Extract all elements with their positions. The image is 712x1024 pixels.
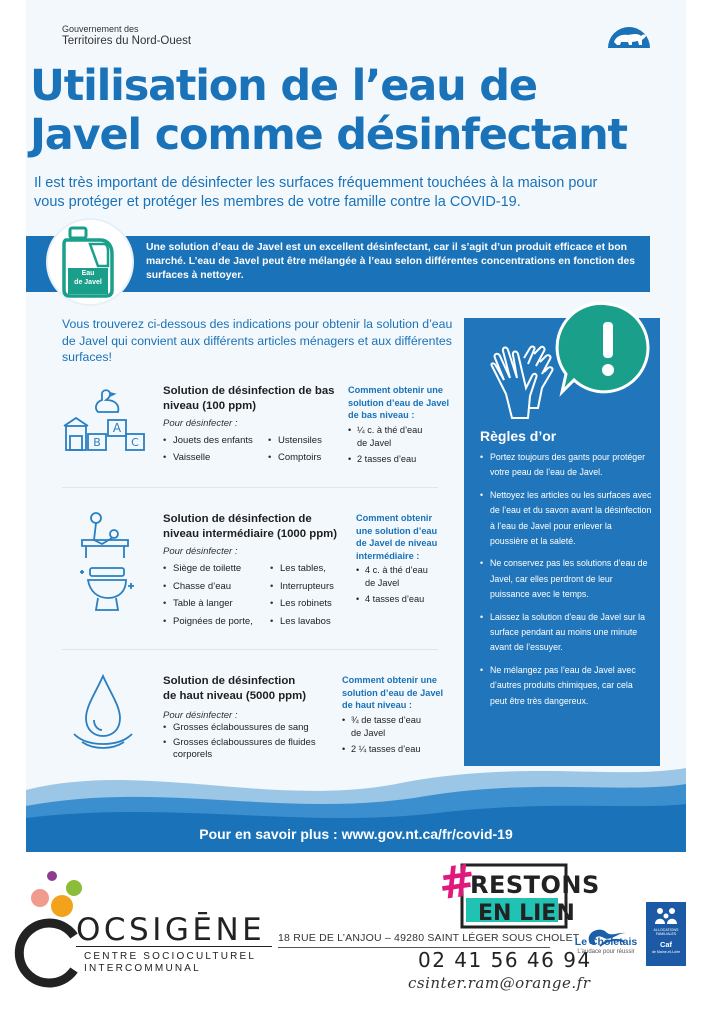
how-title-line: de haut niveau : bbox=[342, 700, 412, 710]
org-name: OCSIGĒNE bbox=[76, 912, 266, 948]
level-high-for: Pour désinfecter : bbox=[163, 710, 238, 721]
gloves-icon bbox=[484, 344, 556, 424]
choletais-name: Le Choletais bbox=[574, 936, 638, 948]
rule-item: • Ne conservez pas les solutions d’eau de Javel, car elles perdront de leur puissance avec le temps. bbox=[480, 556, 652, 602]
level-mid-col1 bbox=[163, 560, 253, 630]
list-item: • Les lavabos bbox=[270, 613, 334, 631]
gov-line-1: Gouvernement des bbox=[62, 24, 139, 34]
level-low-how-title bbox=[348, 384, 449, 422]
level-low-col1 bbox=[163, 432, 253, 466]
level-mid-title bbox=[163, 512, 337, 542]
svg-text:#: # bbox=[435, 854, 479, 911]
level-low-col2 bbox=[268, 432, 322, 466]
email-address[interactable]: csinter.ram@orange.fr bbox=[408, 974, 591, 992]
toys-icon bbox=[62, 386, 152, 456]
page-title bbox=[30, 62, 650, 160]
caf-top-text: ALLOCATIONS FAMILIALES bbox=[653, 928, 679, 937]
level-high-how-title bbox=[342, 674, 443, 712]
svg-text:A: A bbox=[112, 421, 122, 435]
level-mid-how-list bbox=[356, 564, 436, 610]
level-high-title-2: de haut niveau (5000 ppm) bbox=[163, 690, 307, 702]
caf-family-icon bbox=[646, 904, 686, 926]
divider bbox=[62, 487, 438, 488]
gov-line-2: Territoires du Nord-Ouest bbox=[62, 35, 192, 47]
intro-text: Vous trouverez ci-dessous des indications pour obtenir la solution d’eau de Javel qui convient aux différents articles ménagers et aux différentes surfaces! bbox=[62, 317, 453, 364]
how-title-line: Comment obtenir une bbox=[342, 675, 437, 685]
svg-text:B: B bbox=[93, 436, 101, 449]
how-title-line: Comment obtenir bbox=[356, 513, 433, 523]
list-item: • Comptoirs bbox=[268, 449, 322, 466]
rule-item: • Nettoyez les articles ou les surfaces avec de l’eau et du savon avant la désinfection à l’eau de Javel pour enlever la poussière et la saleté. bbox=[480, 488, 652, 550]
restons-en-lien-logo bbox=[430, 854, 600, 930]
how-title-line: solution d’eau de Javel bbox=[348, 397, 450, 408]
bleach-bottle-icon bbox=[60, 226, 120, 298]
level-low-for: Pour désinfecter : bbox=[163, 418, 238, 429]
level-mid-title-2: niveau intermédiaire (1000 ppm) bbox=[163, 528, 338, 540]
how-title-line: de bas niveau : bbox=[348, 410, 415, 420]
how-title-line: une solution d’eau bbox=[356, 525, 438, 536]
how-title-line: Comment obtenir une bbox=[348, 385, 443, 395]
level-low-title-1: Solution de désinfection de bas bbox=[163, 385, 335, 397]
list-item: • ¼ c. à thé d’eau de Javel bbox=[348, 424, 432, 449]
water-drop-icon bbox=[68, 672, 138, 752]
level-high-col1 bbox=[163, 722, 331, 762]
org-sub-2: INTERCOMMUNAL bbox=[84, 962, 201, 974]
more-info-link[interactable]: Pour en savoir plus : www.gov.nt.ca/fr/covid-19 bbox=[199, 826, 513, 842]
how-title-line: intermédiaire : bbox=[356, 550, 420, 561]
list-item: • Chasse d’eau bbox=[163, 578, 253, 596]
rule-item: • Ne mélangez pas l’eau de Javel avec d’autres produits chimiques, car cela peut être très dangereux. bbox=[480, 663, 652, 709]
level-mid-for: Pour désinfecter : bbox=[163, 546, 238, 557]
org-sub-1: CENTRE SOCIOCULTUREL bbox=[84, 951, 257, 962]
bottle-label bbox=[68, 270, 108, 287]
banner-text: Une solution d’eau de Javel est un excellent désinfectant, car il s’agit d’un produit efficace et bon marché. L’eau de Javel peut être mélangée à l’eau selon différentes concentrations en fonction des surfaces à nettoyer. bbox=[146, 242, 636, 281]
rules-list bbox=[480, 450, 652, 716]
rule-item: • Laissez la solution d’eau de Javel sur la surface pendant au moins une minute avant de l’essuyer. bbox=[480, 610, 652, 656]
bottle-label-2: de Javel bbox=[74, 278, 102, 286]
list-item: • Siège de toilette bbox=[163, 560, 253, 578]
list-item: • ¾ de tasse d’eau de Javel bbox=[342, 714, 430, 739]
level-high-title bbox=[163, 674, 306, 704]
government-logo-text bbox=[62, 24, 191, 48]
rule-item: • Portez toujours des gants pour protéger votre peau de l’eau de Javel. bbox=[480, 450, 652, 481]
subtitle: Il est très important de désinfecter les surfaces fréquemment touchées à la maison pour vous protéger et protéger les membres de votre famille contre la COVID-19. bbox=[34, 175, 598, 210]
choletais-tagline: L’audace pour réussir bbox=[577, 949, 635, 955]
level-mid-how-title bbox=[356, 512, 437, 562]
list-item: • Jouets des enfants bbox=[163, 432, 253, 449]
svg-text:C: C bbox=[131, 436, 139, 449]
svg-text:EN LIEN: EN LIEN bbox=[478, 901, 575, 926]
rules-title: Règles d’or bbox=[480, 428, 557, 444]
address: 18 RUE DE L’ANJOU – 49280 SAINT LÉGER SOUS CHOLET bbox=[278, 932, 580, 944]
level-low-title-2: niveau (100 ppm) bbox=[163, 400, 257, 412]
list-item: • Grosses éclaboussures de fluides corporels bbox=[163, 737, 331, 762]
changing-table-toilet-icon bbox=[78, 510, 138, 620]
level-low-title bbox=[163, 384, 335, 414]
org-underline bbox=[76, 946, 272, 947]
list-item: • Interrupteurs bbox=[270, 578, 334, 596]
exclamation-alert-icon bbox=[556, 302, 660, 394]
divider bbox=[62, 649, 438, 650]
list-item: • 4 c. à thé d’eau de Javel bbox=[356, 564, 436, 589]
level-high-title-1: Solution de désinfection bbox=[163, 675, 296, 687]
how-title-line: de Javel de niveau bbox=[356, 538, 438, 548]
title-line-1: Utilisation de l’eau de bbox=[30, 61, 537, 111]
level-mid-col2 bbox=[270, 560, 334, 630]
list-item: • Les tables, bbox=[270, 560, 334, 578]
list-item: • Les robinets bbox=[270, 595, 334, 613]
caf-place: de Maine-et-Loire bbox=[651, 950, 681, 954]
list-item: • Ustensiles bbox=[268, 432, 322, 449]
phone-number[interactable]: 02 41 56 46 94 bbox=[418, 948, 592, 972]
polar-bear-logo-icon bbox=[606, 12, 652, 52]
list-item: • 4 tasses d’eau bbox=[356, 593, 436, 606]
list-item: • Table à langer bbox=[163, 595, 253, 613]
bottle-label-1: Eau bbox=[81, 270, 95, 277]
how-title-line: solution d’eau de Javel bbox=[342, 687, 444, 698]
title-line-2: Javel comme désinfectant bbox=[30, 110, 627, 160]
list-item: • 2 ¼ tasses d’eau bbox=[342, 743, 430, 756]
level-low-how-list bbox=[348, 424, 432, 470]
list-item: • 2 tasses d’eau bbox=[348, 453, 432, 466]
level-high-how-list bbox=[342, 714, 430, 760]
level-mid-title-1: Solution de désinfection de bbox=[163, 513, 312, 525]
list-item: • Vaisselle bbox=[163, 449, 253, 466]
org-subtitle bbox=[84, 951, 256, 974]
list-item: • Grosses éclaboussures de sang bbox=[163, 722, 331, 735]
caf-word: Caf bbox=[659, 940, 673, 949]
list-item: • Poignées de porte, bbox=[163, 613, 253, 631]
svg-text:RESTONS: RESTONS bbox=[470, 871, 600, 899]
